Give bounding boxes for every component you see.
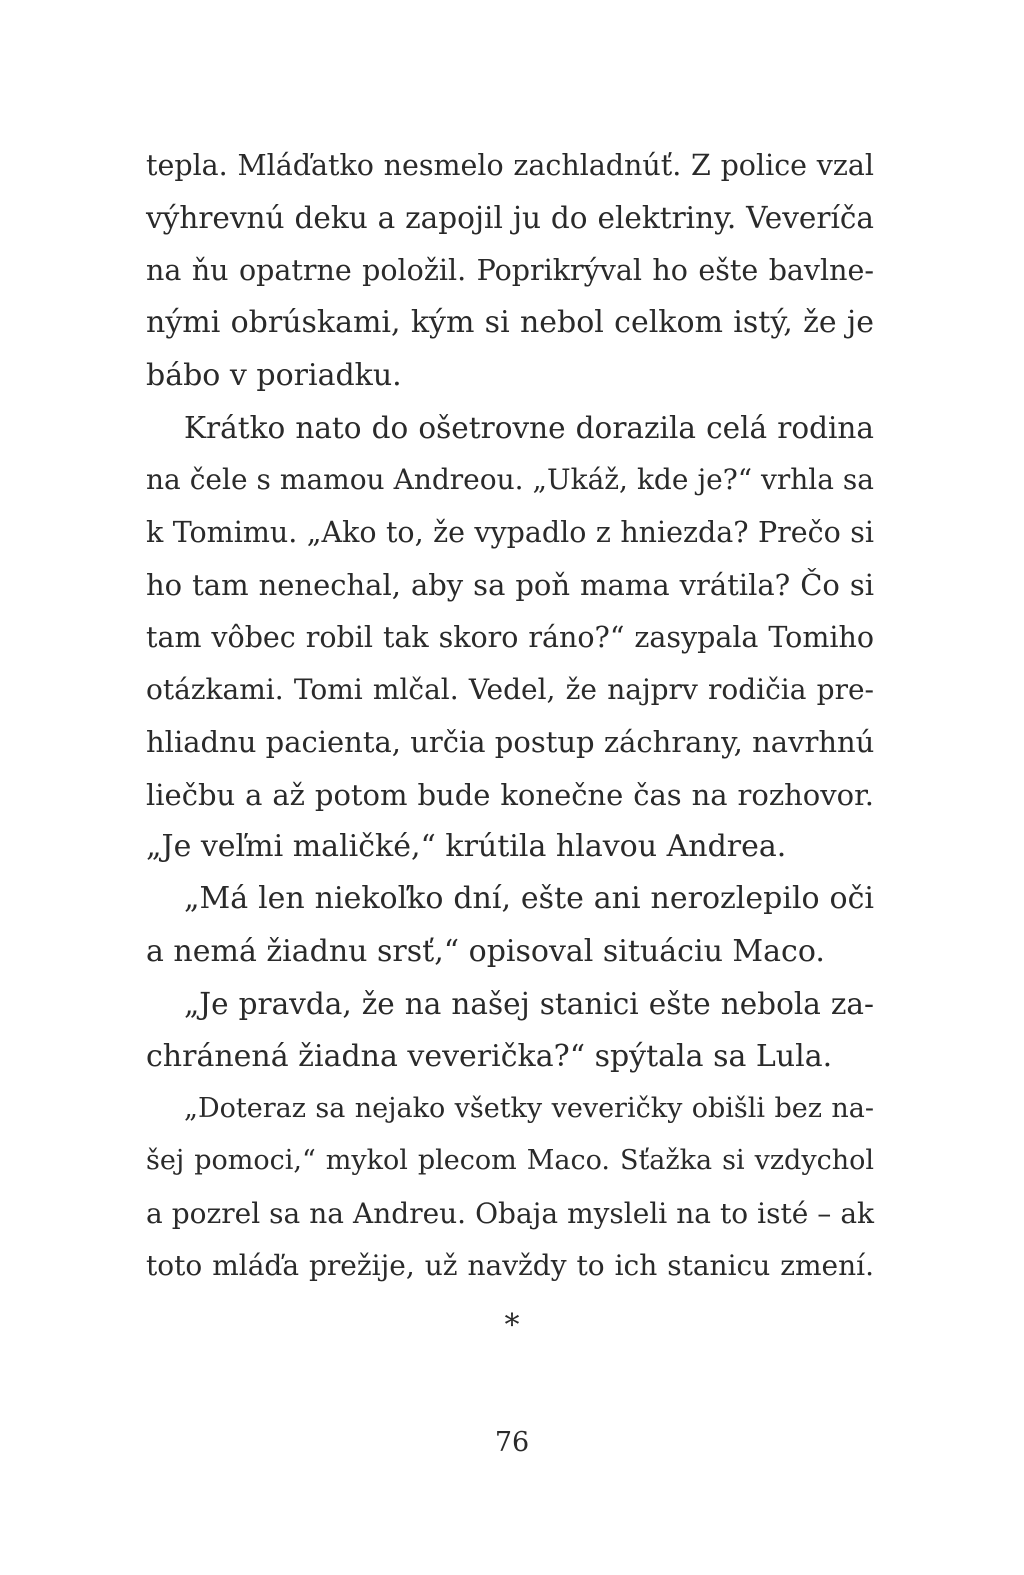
text-line: bábo v poriadku. xyxy=(146,357,402,393)
text-line: nými obrúskami, kým si nebol celkom istý, že je xyxy=(146,305,874,341)
page-number: 76 xyxy=(494,1427,530,1458)
text-line: liečbu a až potom bude konečne čas na rozhovor. xyxy=(146,777,874,812)
text-line: výhrevnú deku a zapojil ju do elektriny. Veveríča xyxy=(146,201,874,236)
text-line: toto mláďa prežije, už navždy to ich stanicu zmení. xyxy=(146,1249,874,1283)
text-line: „Je veľmi maličké,“ krútila hlavou Andrea. xyxy=(146,829,787,865)
text-line: „Má len niekoľko dní, ešte ani nerozlepilo oči xyxy=(184,881,874,917)
text-line: ho tam nenechal, aby sa poň mama vrátila? Čo si xyxy=(146,568,874,603)
text-line: a nemá žiadnu srsť,“ opisoval situáciu Maco. xyxy=(146,933,825,969)
text-line: šej pomoci,“ mykol plecom Maco. Sťažka si vzdychol xyxy=(146,1145,874,1177)
text-line: na ňu opatrne položil. Poprikrýval ho ešte bavlne- xyxy=(146,253,874,287)
text-line: a pozrel sa na Andreu. Obaja mysleli na to isté – ak xyxy=(146,1196,874,1230)
text-line: Krátko nato do ošetrovne dorazila celá rodina xyxy=(184,410,874,445)
section-separator: * xyxy=(504,1308,520,1343)
text-line: chránená žiadna veverička?“ spýtala sa Lula. xyxy=(146,1038,833,1074)
text-line: tepla. Mláďatko nesmelo zachladnúť. Z police vzal xyxy=(146,149,874,182)
text-line: „Je pravda, že na našej stanici ešte nebola za- xyxy=(184,987,874,1022)
text-line: hliadnu pacienta, určia postup záchrany, navrhnú xyxy=(146,725,875,760)
text-line: k Tomimu. „Ako to, že vypadlo z hniezda? Prečo si xyxy=(146,515,874,549)
text-line: otázkami. Tomi mlčal. Vedel, že najprv rodičia pre- xyxy=(146,672,874,706)
text-line: na čele s mamou Andreou. „Ukáž, kde je?“ vrhla sa xyxy=(146,463,874,497)
text-line: tam vôbec robil tak skoro ráno?“ zasypala Tomiho xyxy=(146,620,874,654)
body-text xyxy=(146,140,874,1293)
text-line: „Doteraz sa nejako všetky veveričky obišli bez na- xyxy=(184,1093,874,1125)
